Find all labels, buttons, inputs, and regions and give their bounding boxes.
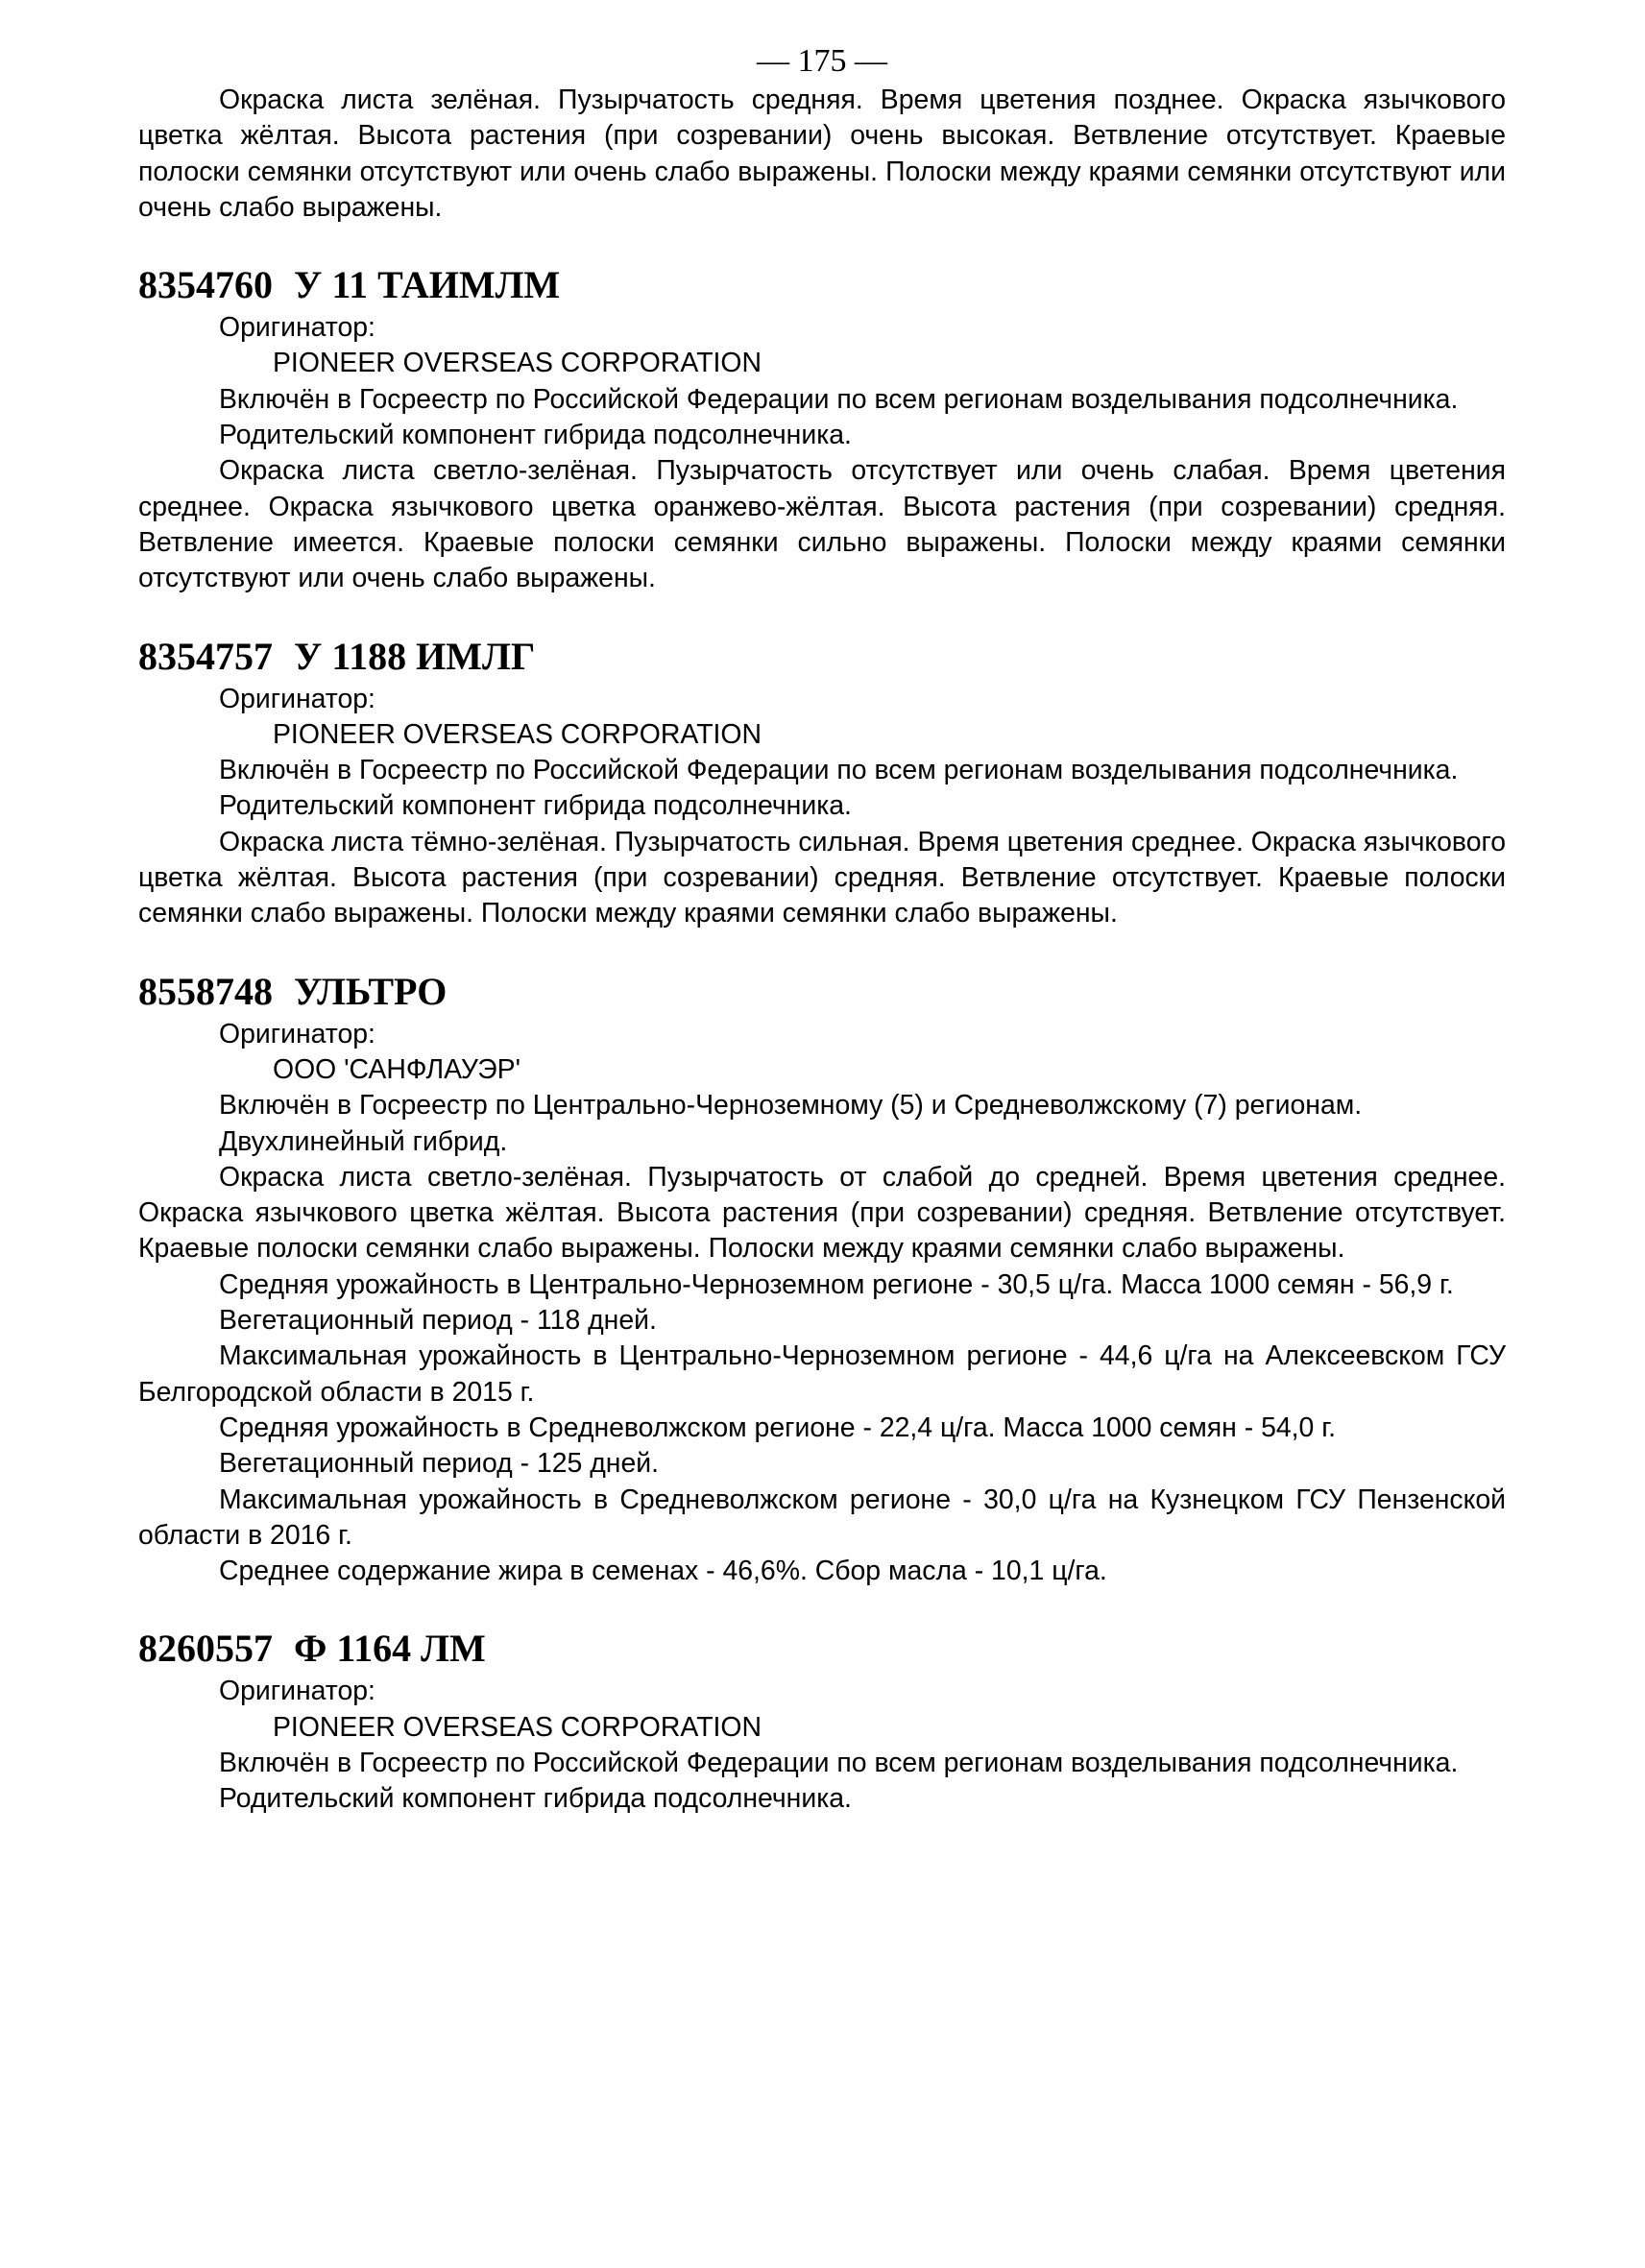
entry-title: УЛЬТРО: [294, 969, 448, 1013]
entry-paragraph: Включён в Госреестр по Российской Федерации по всем регионам возделывания подсолнечника.: [219, 383, 1459, 415]
entry-paragraph: Включён в Госреестр по Российской Федерации по всем регионам возделывания подсолнечника.: [219, 755, 1459, 786]
entry-paragraph: Родительский компонент гибрида подсолнечника.: [219, 420, 852, 451]
entry-section: [138, 969, 1506, 1590]
entry-paragraph: Родительский компонент гибрида подсолнечника.: [219, 1783, 852, 1815]
entry-paragraph: Вегетационный период - 118 дней.: [219, 1305, 657, 1337]
entry-paragraph: Средняя урожайность в Средневолжском регионе - 22,4 ц/га. Масса 1000 семян - 54,0 г.: [219, 1411, 1336, 1443]
entry-title: У 1188 ИМЛГ: [294, 634, 536, 678]
entry-section: [138, 634, 1506, 932]
originator-label: Оригинатор:: [219, 683, 375, 714]
document-page: [138, 42, 1506, 1818]
entry-title: Ф 1164 ЛМ: [294, 1627, 486, 1671]
entry-heading: [138, 969, 1506, 1015]
page-number: — 175 —: [757, 43, 887, 79]
entry-paragraph: Окраска листа светло-зелёная. Пузырчатость отсутствует или очень слабая. Время цветения среднее. Окраска язычкового цветка оранжево-жёлтая. Высота растения (при созревании) средняя. Ветвление имеется. Краевые полоски семянки сильно выражены. Полоски между краями семянки отсутствуют или очень слабо выражены.: [138, 455, 1506, 594]
entry-paragraph: Окраска листа светло-зелёная. Пузырчатость от слабой до средней. Время цветения среднее. Окраска язычкового цветка жёлтая. Высота растения (при созревании) средняя. Ветвление отсутствует. Краевые полоски семянки слабо выражены. Полоски между краями семянки слабо выражены.: [138, 1161, 1506, 1265]
entry-code: 8558748: [138, 969, 273, 1013]
entry-section: [138, 1626, 1506, 1817]
originator-label: Оригинатор:: [219, 1018, 375, 1050]
originator-label: Оригинатор:: [219, 312, 375, 344]
entry-heading: [138, 1626, 1506, 1672]
originator-label: Оригинатор:: [219, 1676, 375, 1707]
entry-title: У 11 ТАИМЛМ: [294, 263, 561, 307]
entry-section: [138, 262, 1506, 596]
entry-paragraph: Средняя урожайность в Центрально-Черноземном регионе - 30,5 ц/га. Масса 1000 семян - 56,9 г.: [219, 1268, 1454, 1300]
entry-heading: [138, 262, 1506, 308]
entry-paragraph: Включён в Госреестр по Центрально-Черноземному (5) и Средневолжскому (7) регионам.: [219, 1090, 1363, 1122]
entry-paragraph: Максимальная урожайность в Центрально-Черноземном регионе - 44,6 ц/га на Алексеевском ГСУ Белгородской области в 2015 г.: [138, 1340, 1506, 1408]
entry-code: 8354760: [138, 263, 273, 307]
intro-paragraph: Окраска листа зелёная. Пузырчатость средняя. Время цветения позднее. Окраска язычкового цветка жёлтая. Высота растения (при созревании) очень высокая. Ветвление отсутствует. Краевые полоски семянки отсутствуют или очень слабо выражены. Полоски между краями семянки отсутствуют или очень слабо выражены.: [138, 84, 1506, 223]
originator-name: ООО 'САНФЛАУЭР': [273, 1053, 521, 1085]
entry-paragraph: Максимальная урожайность в Средневолжском регионе - 30,0 ц/га на Кузнецком ГСУ Пензенской области в 2016 г.: [138, 1484, 1506, 1551]
originator-name: PIONEER OVERSEAS CORPORATION: [273, 1711, 762, 1743]
entry-paragraph: Включён в Госреестр по Российской Федерации по всем регионам возделывания подсолнечника.: [219, 1747, 1459, 1778]
entry-paragraph: Окраска листа тёмно-зелёная. Пузырчатость сильная. Время цветения среднее. Окраска язычкового цветка жёлтая. Высота растения (при созревании) средняя. Ветвление отсутствует. Краевые полоски семянки слабо выражены. Полоски между краями семянки слабо выражены.: [138, 826, 1506, 929]
originator-name: PIONEER OVERSEAS CORPORATION: [273, 718, 762, 750]
entry-paragraph: Среднее содержание жира в семенах - 46,6%. Сбор масла - 10,1 ц/га.: [219, 1556, 1107, 1587]
entry-code: 8260557: [138, 1627, 273, 1671]
originator-name: PIONEER OVERSEAS CORPORATION: [273, 348, 762, 379]
entry-heading: [138, 634, 1506, 680]
entry-paragraph: Родительский компонент гибрида подсолнечника.: [219, 790, 852, 822]
entry-code: 8354757: [138, 634, 273, 678]
entry-paragraph: Двухлинейный гибрид.: [219, 1125, 508, 1157]
entry-paragraph: Вегетационный период - 125 дней.: [219, 1448, 660, 1480]
